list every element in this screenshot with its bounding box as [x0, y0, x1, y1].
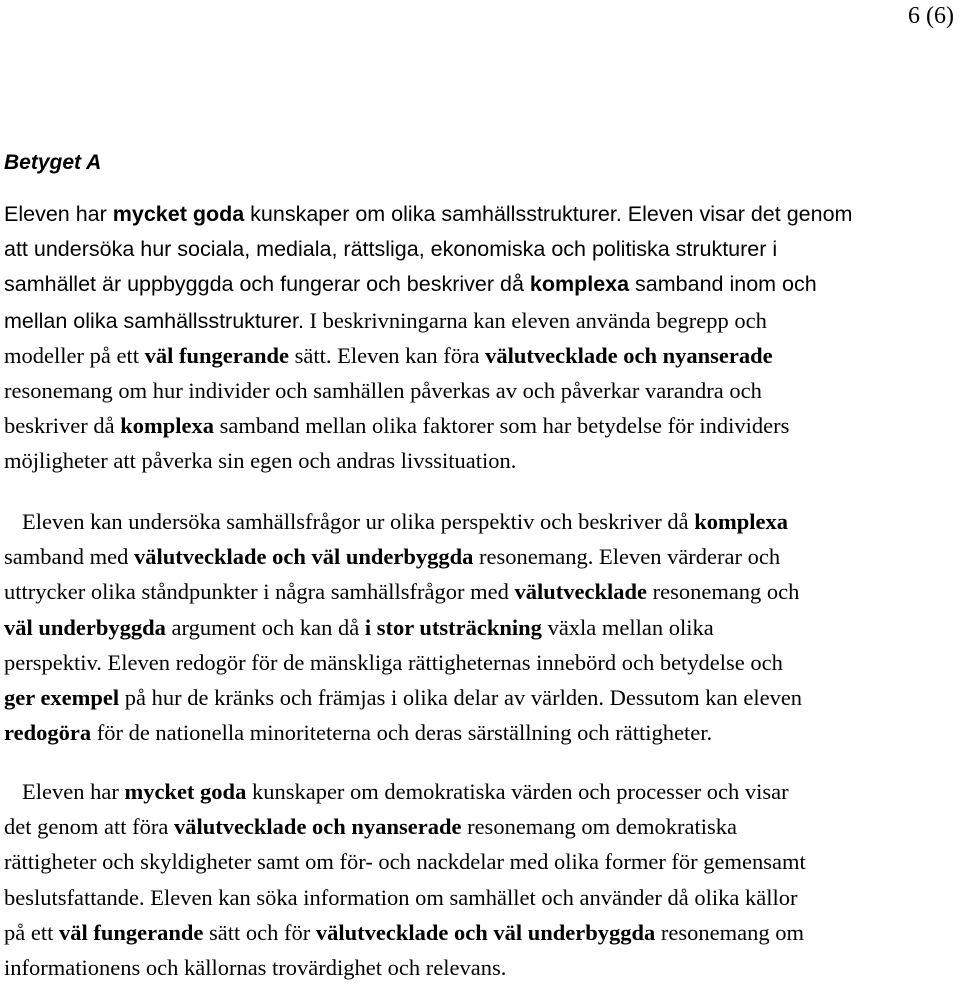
text-run: samhället är uppbyggda och fungerar och beskriver då [4, 272, 530, 297]
emphasis: väl underbyggda [4, 614, 166, 640]
emphasis: mycket goda [124, 779, 247, 804]
text-run: sätt och för [203, 919, 316, 945]
text-run: resonemang och [646, 579, 800, 605]
emphasis: välutvecklade [514, 579, 647, 605]
text-run: kunskaper om olika samhällsstrukturer. Eleven visar det genom [244, 202, 853, 226]
emphasis: komplexa [529, 272, 630, 297]
text-run: samband inom och [629, 272, 817, 297]
text-line [4, 915, 958, 950]
text-run: det genom att föra [4, 814, 174, 840]
emphasis: komplexa [694, 509, 789, 534]
text-line [4, 504, 958, 539]
text-line [4, 950, 958, 985]
text-line [4, 232, 958, 267]
paragraph-democracy [4, 774, 958, 985]
text-run: sätt. Eleven kan föra [288, 342, 486, 368]
emphasis: välutvecklade och väl underbyggda [133, 544, 474, 570]
text-run: för de nationella minoriteterna och deras särställning och rättigheter. [91, 720, 713, 746]
text-line [4, 715, 958, 750]
text-run: möjligheter att påverka sin egen och andras livssituation. [4, 448, 517, 474]
text-line [4, 645, 958, 680]
text-run: resonemang om [655, 919, 804, 945]
text-run: Eleven har [22, 779, 125, 804]
text-run: på hur de kränks och främjas i olika delar av världen. Dessutom kan eleven [119, 684, 803, 710]
page-number: 6 (6) [908, 3, 954, 29]
text-run: växla mellan olika [541, 614, 714, 640]
text-line [4, 809, 958, 844]
emphasis: välutvecklade och nyanserade [485, 342, 773, 368]
emphasis: väl fungerande [144, 342, 289, 368]
emphasis: komplexa [120, 413, 214, 439]
text-line [4, 197, 958, 232]
emphasis: välutvecklade och väl underbyggda [315, 919, 656, 945]
text-run: resonemang. Eleven värderar och [473, 544, 781, 570]
paragraph-perspectives [4, 504, 958, 750]
emphasis: i stor utsträckning [364, 614, 542, 640]
text-run: på ett [4, 919, 59, 945]
text-run: Eleven har [4, 202, 113, 226]
text-run: uttrycker olika ståndpunkter i några samhällsfrågor med [4, 579, 515, 605]
text-run: att undersöka hur sociala, mediala, rättsliga, ekonomiska och politiska strukturer i [4, 237, 778, 262]
text-run: Eleven kan undersöka samhällsfrågor ur olika perspektiv och beskriver då [22, 509, 695, 534]
text-run: I beskrivningarna kan eleven använda begrepp och [303, 307, 767, 333]
paragraph-knowledge-structures [4, 197, 958, 479]
text-run: beskriver då [4, 413, 121, 439]
emphasis: redogöra [4, 720, 92, 746]
text-run: resonemang om demokratiska [461, 814, 738, 840]
text-line [4, 844, 958, 879]
text-line [4, 539, 958, 574]
text-line [4, 680, 958, 715]
emphasis: välutvecklade och nyanserade [173, 814, 462, 840]
text-run: mellan olika samhällsstrukturer. [4, 308, 304, 333]
text-line [4, 880, 958, 915]
text-run: argument och kan då [165, 614, 365, 640]
text-line [4, 610, 958, 645]
text-line [4, 408, 958, 443]
text-run: resonemang om hur individer och samhällen påverkas av och påverkar varandra och [4, 377, 762, 403]
text-run: samband med [4, 544, 134, 570]
text-line [4, 338, 958, 373]
text-run: kunskaper om demokratiska värden och processer och visar [246, 779, 789, 804]
text-line [4, 574, 958, 609]
text-run: beslutsfattande. Eleven kan söka information om samhället och använder då olika källor [4, 884, 798, 910]
text-run: rättigheter och skyldigheter samt om för- och nackdelar med olika former för gemensamt [4, 849, 806, 875]
text-line [4, 267, 958, 302]
text-line [4, 774, 958, 809]
emphasis: mycket goda [112, 202, 245, 226]
section-heading: Betyget A [4, 151, 102, 174]
emphasis: ger exempel [4, 684, 120, 710]
text-line [4, 443, 958, 478]
text-run: perspektiv. Eleven redogör för de mänskliga rättigheternas innebörd och betydelse och [4, 649, 783, 675]
text-run: informationens och källornas trovärdighet och relevans. [4, 954, 507, 980]
text-line [4, 373, 958, 408]
text-run: samband mellan olika faktorer som har betydelse för individers [213, 413, 790, 439]
text-run: modeller på ett [4, 342, 145, 368]
text-line [4, 303, 958, 338]
emphasis: väl fungerande [58, 919, 204, 945]
